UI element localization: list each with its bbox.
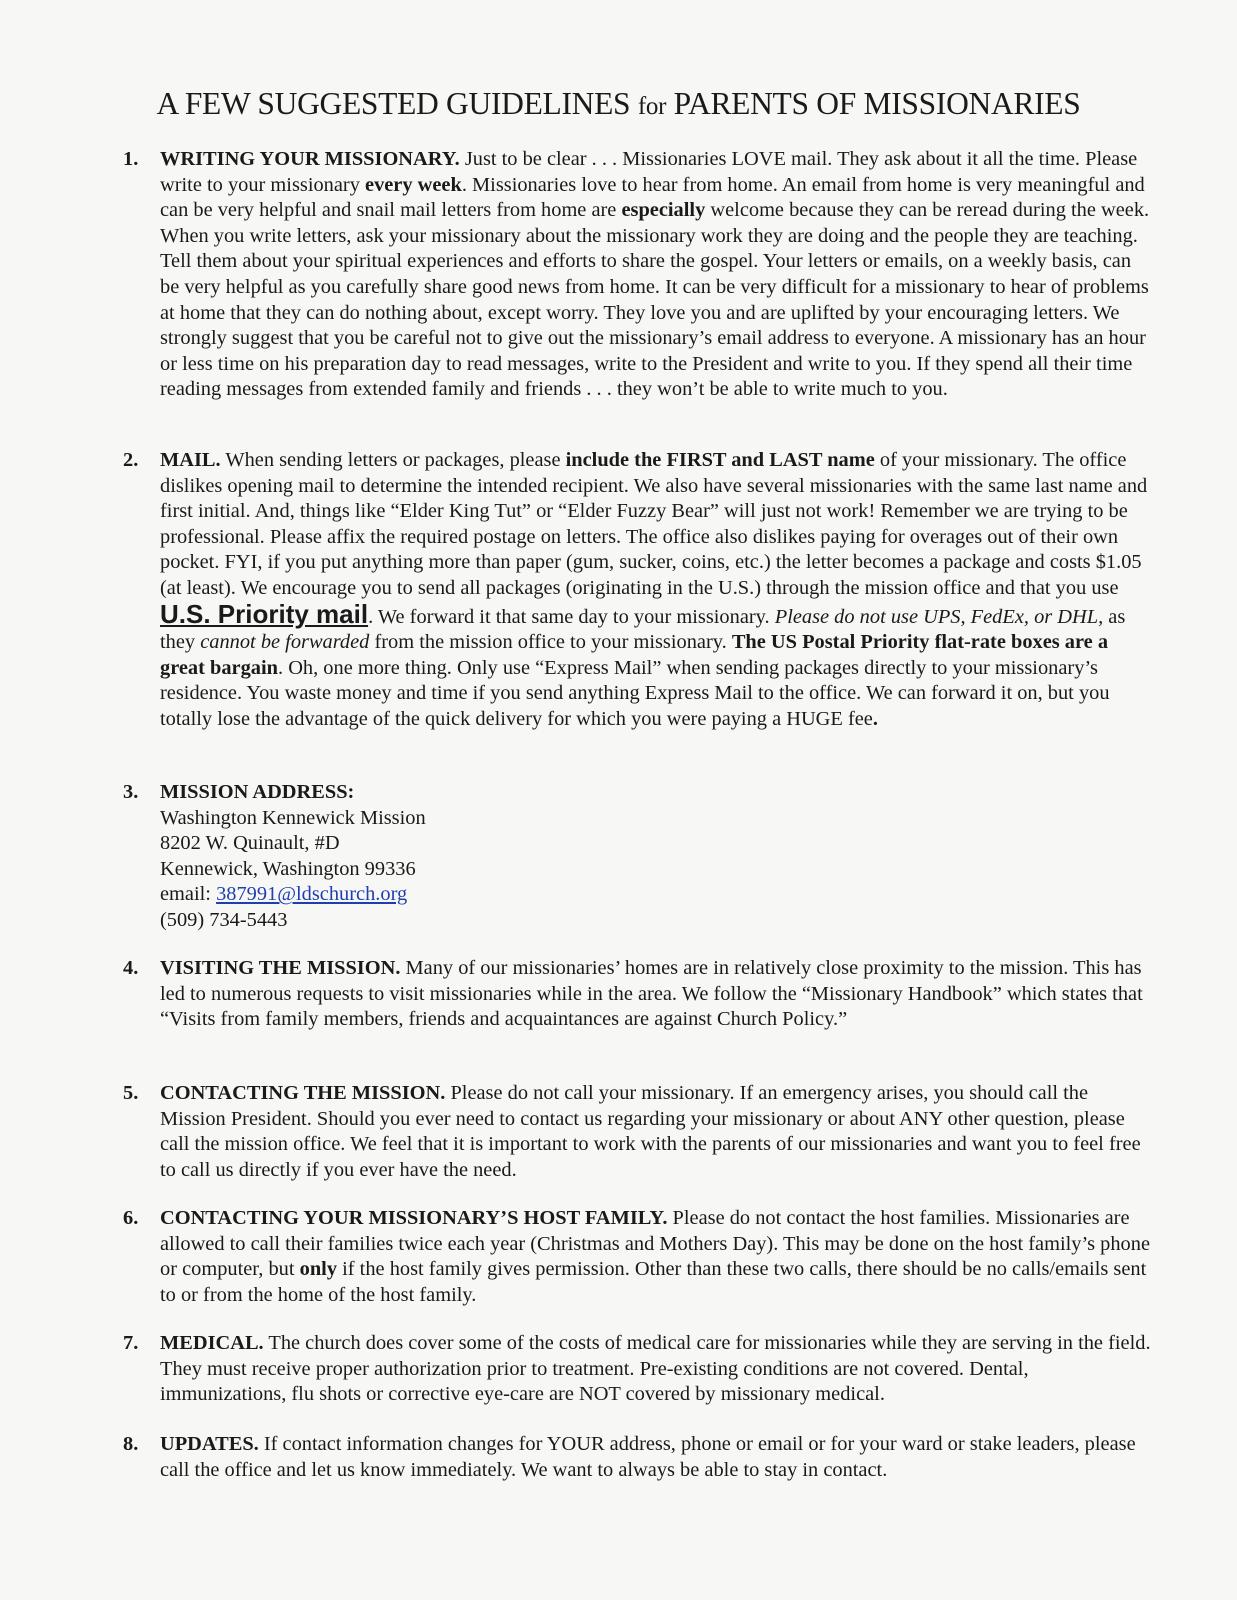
item-bold: The US Postal Priority flat-rate boxes are a great bargain	[160, 631, 1109, 679]
priority-mail-emphasis: U.S. Priority mail	[160, 598, 369, 629]
item-body	[160, 448, 1155, 733]
address-line-2: 8202 W. Quinault, #D	[160, 832, 340, 855]
item-heading: MAIL.	[160, 449, 221, 471]
address-line-1: Washington Kennewick Mission	[160, 806, 426, 829]
guideline-host-family	[123, 1206, 1155, 1308]
item-italic: cannot be forwarded	[200, 631, 370, 654]
item-text: from the mission office to your missionary.	[369, 631, 732, 654]
guideline-visiting	[123, 956, 1155, 1033]
guideline-updates	[123, 1432, 1155, 1483]
item-text: . Oh, one more thing. Only use “Express Mail” when sending packages directly to your missionary’s residence. You waste money and time if you send anything Express Mail to the office. We can forward it on, but you totally lose the advantage of the quick delivery for which you were paying a HUGE fee	[160, 656, 1110, 730]
item-number: 1.	[123, 148, 139, 170]
item-number: 6.	[123, 1207, 139, 1229]
item-text: Please do not call your missionary. If an emergency arises, you should call the Mission President. Should you ever need to contact us regarding your missionary or about ANY other question, please call the mission office. We feel that it is important to work with the parents of our missionaries and want you to feel free to call us directly if you ever have the need.	[160, 1082, 1141, 1181]
title-part-1: A FEW SUGGESTED GUIDELINES	[156, 86, 638, 121]
item-text: welcome because they can be reread during the week. When you write letters, ask your missionary about the missionary work they are doing and the people they are teaching. Tell them about your spiritual experiences and efforts to share the gospel. Your letters or emails, on a weekly basis, can be very helpful as you carefully share good news from home. It can be very difficult for a missionary to hear of problems at home that they can do nothing about, except worry. They love you and are uplifted by your encouraging letters. We strongly suggest that you be careful not to give out the missionary’s email address to everyone. A missionary has an hour or less time on his preparation day to read messages, write to the President and write to you. If they spend all their time reading messages from extended family and friends . . . they won’t be able to write much to you.	[160, 199, 1150, 401]
item-body	[160, 1432, 1155, 1483]
email-link[interactable]: 387991@ldschurch.org	[216, 883, 408, 906]
item-body	[160, 956, 1155, 1033]
item-body	[160, 1206, 1155, 1308]
guideline-contacting-mission	[123, 1081, 1155, 1183]
item-number: 7.	[123, 1332, 139, 1354]
item-number: 2.	[123, 449, 139, 471]
item-heading: UPDATES.	[160, 1433, 259, 1455]
item-heading: MEDICAL.	[160, 1332, 264, 1354]
item-heading: CONTACTING YOUR MISSIONARY’S HOST FAMILY.	[160, 1207, 668, 1229]
item-heading: CONTACTING THE MISSION.	[160, 1082, 446, 1104]
item-number: 5.	[123, 1082, 139, 1104]
item-bold: only	[299, 1258, 338, 1281]
email-label: email:	[160, 883, 217, 906]
phone-number: (509) 734-5443	[160, 908, 288, 931]
item-text: as they	[160, 605, 1126, 654]
item-text: . Missionaries love to hear from home. An email from home is very meaningful and can be very helpful and snail mail letters from home are	[160, 173, 1145, 222]
item-text: of your missionary. The office dislikes opening mail to determine the intended recipient. We also have several missionaries with the same last name and first initial. And, things like “Elder King Tut” or “Elder Fuzzy Bear” will just not work! Remember we are trying to be professional. Please affix the required postage on letters. The office also dislikes paying for overages out of their own pocket. FYI, if you put anything more than paper (gum, sucker, coins, etc.) the letter becomes a package and costs $1.05 (at least). We encourage you to send all packages (originating in the U.S.) through the mission office and that you use	[160, 449, 1148, 599]
item-bold: every week	[365, 173, 462, 196]
item-bold: include the FIRST and LAST name	[565, 449, 875, 471]
guideline-address	[123, 780, 1155, 934]
item-body	[160, 1081, 1155, 1183]
item-text: The church does cover some of the costs of medical care for missionaries while they are serving in the field. They must receive proper authorization prior to treatment. Pre-existing conditions are not covered. Dental, immunizations, flu shots or corrective eye-care are NOT covered by missionary medical.	[160, 1332, 1151, 1406]
item-body	[160, 1331, 1155, 1408]
item-heading: WRITING YOUR MISSIONARY.	[160, 148, 460, 170]
title-for: for	[637, 93, 667, 120]
item-text: When sending letters or packages, please	[220, 449, 566, 471]
item-bold: .	[872, 707, 878, 730]
item-heading: VISITING THE MISSION.	[160, 957, 401, 979]
item-number: 4.	[123, 957, 139, 979]
item-text: Please do not contact the host families. Missionaries are allowed to call their families twice each year (Christmas and Mothers Day). This may be done on the host family’s phone or computer, but	[160, 1207, 1151, 1281]
item-text: Just to be clear . . . Missionaries LOVE mail. They ask about it all the time. Please write to your missionary	[160, 148, 1138, 196]
item-number: 3.	[123, 781, 139, 803]
item-heading: MISSION ADDRESS:	[160, 781, 355, 803]
email-line	[160, 882, 1155, 908]
page-title	[0, 86, 1237, 122]
item-bold: especially	[621, 199, 706, 222]
guideline-writing	[123, 147, 1155, 403]
title-part-2: PARENTS OF MISSIONARIES	[666, 86, 1081, 121]
item-text: . We forward it that same day to your missionary.	[368, 605, 775, 628]
item-body	[160, 780, 1155, 934]
item-number: 8.	[123, 1433, 139, 1455]
address-line-3: Kennewick, Washington 99336	[160, 857, 416, 880]
guideline-mail	[123, 448, 1155, 733]
item-text: If contact information changes for YOUR address, phone or email or for your ward or stake leaders, please call the office and let us know immediately. We want to always be able to stay in contact.	[160, 1433, 1136, 1481]
item-text: Many of our missionaries’ homes are in relatively close proximity to the mission. This has led to numerous requests to visit missionaries while in the area. We follow the “Missionary Handbook” which states that “Visits from family members, friends and acquaintances are against Church Policy.”	[160, 957, 1143, 1031]
guideline-medical	[123, 1331, 1155, 1408]
item-italic: Please do not use UPS, FedEx, or DHL,	[774, 605, 1104, 628]
item-body	[160, 147, 1155, 403]
item-text: if the host family gives permission. Other than these two calls, there should be no calls/emails sent to or from the home of the host family.	[160, 1258, 1147, 1306]
